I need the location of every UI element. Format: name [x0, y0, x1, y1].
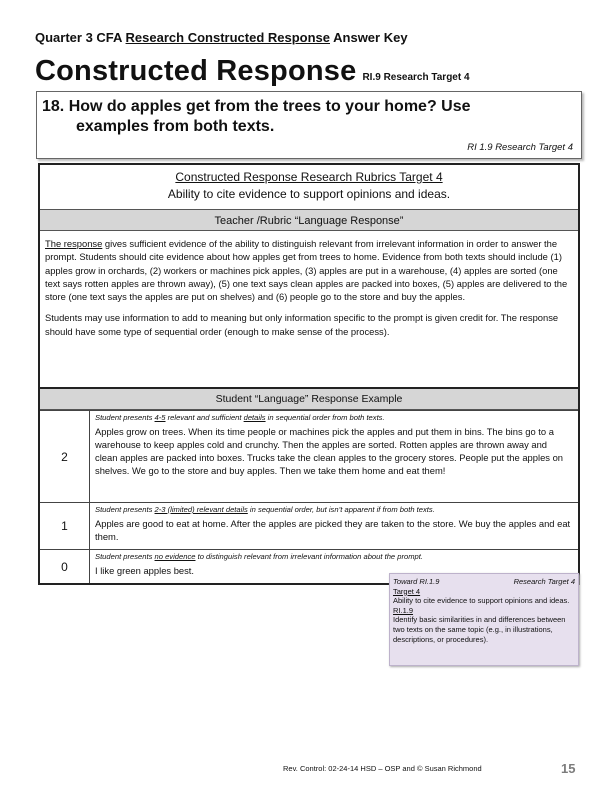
note-target-text: Ability to cite evidence to support opinions and ideas.: [393, 596, 570, 606]
rubric-paragraph-1: The response gives sufficient evidence of the ability to distinguish relevant from irrelevant information in order to answer the prompt. Students should cite evidence about how apples get from trees to home. Evidence from both texts should include (1) apples grow in orchards, (2) workers or machines pick apples, (3) apples are put in a warehouse, (4) apples are sorted (one text says rotten apples are thrown away), (5) one text says clean apples are packed into boxes, (5) apples are delivered to the store (one text says the apples are put on shelves) and (6) people go to the store and buy the apples.: [45, 238, 568, 303]
student-examples-table: [38, 387, 580, 585]
score-description: [90, 411, 578, 502]
score-value: 2: [40, 411, 90, 502]
page-number: 15: [561, 761, 576, 776]
rubric-band-title: Teacher /Rubric “Language Response”: [40, 209, 578, 231]
note-ri-label: RI.1.9: [393, 605, 414, 615]
rubric-paragraph-2: Students may use information to add to meaning but only information specific to the prompt is given credit for. The response should have some type of sequential order (enough to make sense of the process).: [45, 312, 559, 337]
footer-revision: Rev. Control: 02-24-14 HSD – OSP and © Susan Richmond: [283, 764, 482, 773]
score-value: 1: [40, 503, 90, 549]
question-box: [36, 91, 582, 159]
note-ri-text: Identify basic similarities in and differences between two texts on the same topic (e.g., in illustrations, descriptions, or procedures).: [393, 615, 566, 644]
page-title: [35, 55, 470, 88]
document-header: Quarter 3 CFA Research Constructed Response Answer Key: [35, 30, 408, 45]
student-answer: Apples are good to eat at home. After the apples are picked they are taken to the store. We buy the apples and eat them.: [95, 518, 571, 542]
score-criteria: Student presents 4-5 relevant and sufficient details in sequential order from both texts.: [95, 413, 385, 422]
score-criteria: Student presents no evidence to distinguish relevant from irrelevant information about the prompt.: [95, 552, 424, 561]
page-title-tag: RI.9 Research Target 4: [362, 72, 470, 83]
standards-note: [389, 573, 579, 666]
score-description: [90, 503, 578, 549]
student-answer: I like green apples best.: [95, 565, 195, 576]
score-row-1: [40, 502, 578, 549]
score-value: 0: [40, 550, 90, 583]
note-target-label: Target 4: [393, 586, 421, 596]
question-text: 18. How do apples get from the trees to your home? Use examples from both texts.: [42, 98, 471, 135]
score-row-2: [40, 410, 578, 502]
student-band-title: Student “Language” Response Example: [40, 389, 578, 410]
note-header: Toward RI.1.9 Research Target 4: [393, 577, 575, 586]
page-title-text: Constructed Response: [35, 55, 357, 87]
rubric-box: [38, 163, 580, 400]
score-criteria: Student presents 2-3 (limited) relevant details in sequential order, but isn’t apparent if from both texts.: [95, 505, 435, 514]
rubric-body: [45, 237, 573, 346]
header-underlined-title: Research Constructed Response: [125, 30, 330, 45]
student-answer: Apples grow on trees. When its time people or machines pick the apples and put them in bins. The bins go to a warehouse to keep apples cold and crunchy. Then the apples are sorted. Rotten apples are thrown away and clean apples are packed into boxes. Trucks take the clean apples to the grocery stores. People put the apples on shelves. We go to the store and buy apples. Then we take them home and eat them!: [95, 426, 563, 476]
question-standard-tag: RI 1.9 Research Target 4: [467, 142, 573, 153]
rubric-heading: Constructed Response Research Rubrics Target 4 Ability to cite evidence to support opinions and ideas.: [167, 170, 451, 201]
